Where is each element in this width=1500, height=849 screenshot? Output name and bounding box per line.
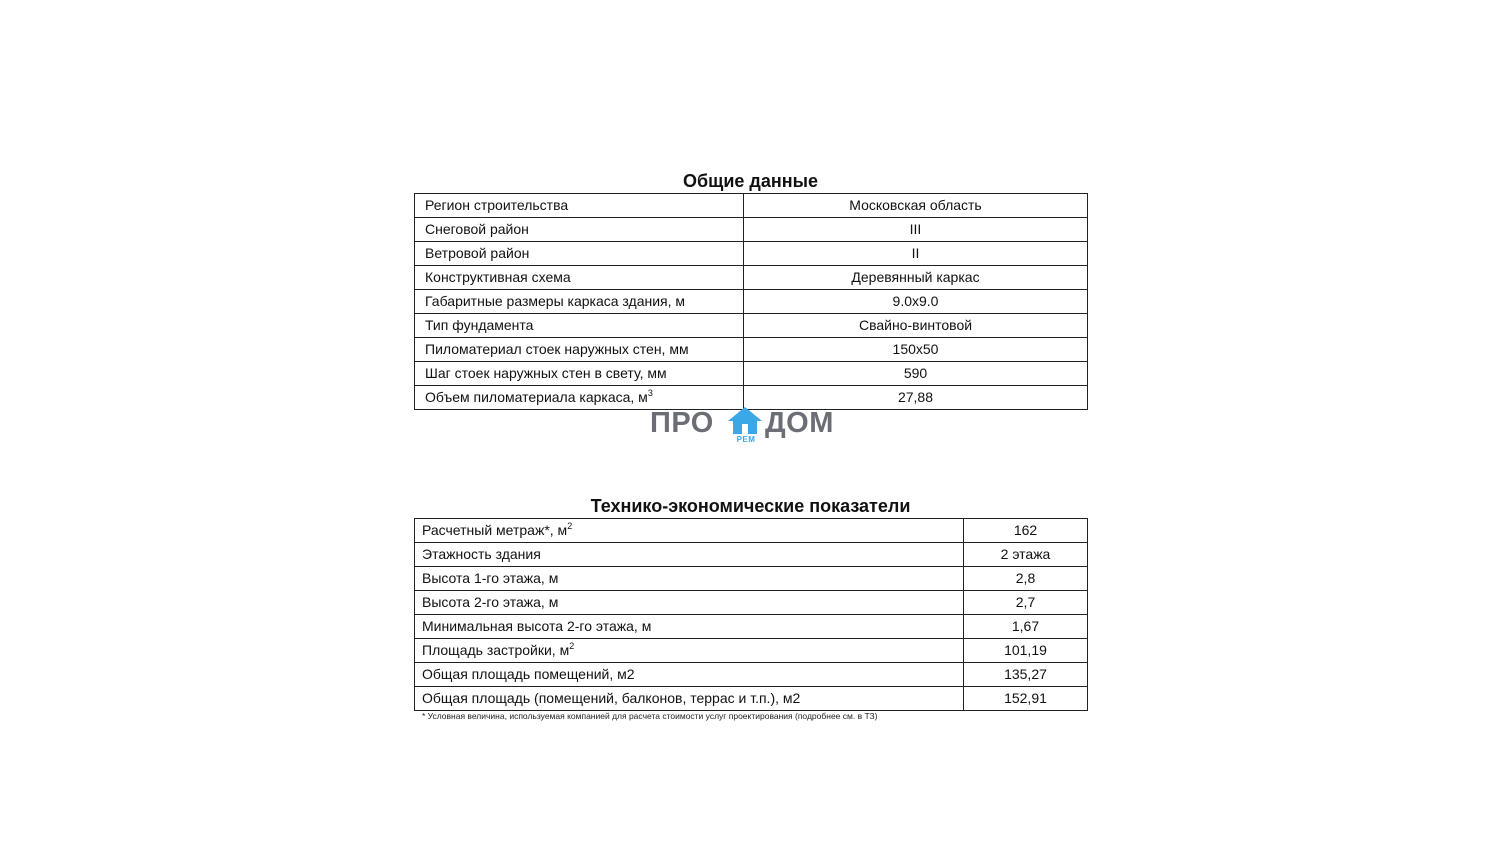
row-label-text: Объем пиломатериала каркаса, м — [425, 389, 648, 405]
row-label-text: Расчетный метраж*, м — [422, 522, 568, 538]
table-row — [415, 591, 1088, 615]
table-row — [415, 362, 1088, 386]
table-row — [415, 242, 1088, 266]
row-value: Деревянный каркас — [744, 266, 1088, 290]
tech-indicators-table — [414, 518, 1088, 711]
logo-word-dom: ДОМ — [765, 407, 834, 439]
row-label: Габаритные размеры каркаса здания, м — [415, 290, 744, 314]
row-label: Пиломатериал стоек наружных стен, мм — [415, 338, 744, 362]
row-value: 9.0х9.0 — [744, 290, 1088, 314]
row-label: Ветровой район — [415, 242, 744, 266]
row-value: 1,67 — [964, 615, 1088, 639]
row-label: Общая площадь помещений, м2 — [415, 663, 964, 687]
row-label: Тип фундамента — [415, 314, 744, 338]
row-value: III — [744, 218, 1088, 242]
row-label — [415, 519, 964, 543]
table-row — [415, 639, 1088, 663]
row-value: 2 этажа — [964, 543, 1088, 567]
general-data-table — [414, 193, 1088, 410]
row-value: 162 — [964, 519, 1088, 543]
row-label — [415, 639, 964, 663]
house-icon — [727, 406, 763, 436]
row-value: II — [744, 242, 1088, 266]
row-value: 101,19 — [964, 639, 1088, 663]
table-row — [415, 687, 1088, 711]
row-label: Высота 2-го этажа, м — [415, 591, 964, 615]
table-row — [415, 290, 1088, 314]
logo-sub-text: РЕМ — [736, 435, 756, 444]
row-label: Снеговой район — [415, 218, 744, 242]
row-label: Этажность здания — [415, 543, 964, 567]
tech-indicators-title: Технико-экономические показатели — [590, 496, 911, 516]
logo-word-pro: ПРО — [650, 407, 714, 439]
row-value: 2,8 — [964, 567, 1088, 591]
table-row — [415, 615, 1088, 639]
table-row — [415, 266, 1088, 290]
row-label: Минимальная высота 2-го этажа, м — [415, 615, 964, 639]
general-data-title: Общие данные — [683, 171, 818, 191]
row-label: Конструктивная схема — [415, 266, 744, 290]
row-label: Шаг стоек наружных стен в свету, мм — [415, 362, 744, 386]
row-value: Свайно-винтовой — [744, 314, 1088, 338]
table-row — [415, 663, 1088, 687]
row-label: Высота 1-го этажа, м — [415, 567, 964, 591]
table-row — [415, 194, 1088, 218]
row-value: Московская область — [744, 194, 1088, 218]
row-value: 152,91 — [964, 687, 1088, 711]
unit-superscript: 2 — [567, 521, 573, 531]
unit-superscript: 2 — [569, 641, 575, 651]
row-label: Регион строительства — [415, 194, 744, 218]
table-row — [415, 218, 1088, 242]
row-value: 2,7 — [964, 591, 1088, 615]
table-row — [415, 567, 1088, 591]
row-value: 150х50 — [744, 338, 1088, 362]
table-row — [415, 314, 1088, 338]
row-label: Общая площадь (помещений, балконов, террас и т.п.), м2 — [415, 687, 964, 711]
row-value: 27,88 — [744, 386, 1088, 410]
prodom-logo — [650, 404, 850, 448]
table-row — [415, 338, 1088, 362]
table-row — [415, 519, 1088, 543]
row-value: 590 — [744, 362, 1088, 386]
footnote: * Условная величина, используемая компанией для расчета стоимости услуг проектирования (подробнее см. в ТЗ) — [422, 711, 878, 721]
unit-superscript: 3 — [647, 388, 653, 398]
row-value: 135,27 — [964, 663, 1088, 687]
row-label-text: Площадь застройки, м — [422, 642, 570, 658]
table-row — [415, 543, 1088, 567]
